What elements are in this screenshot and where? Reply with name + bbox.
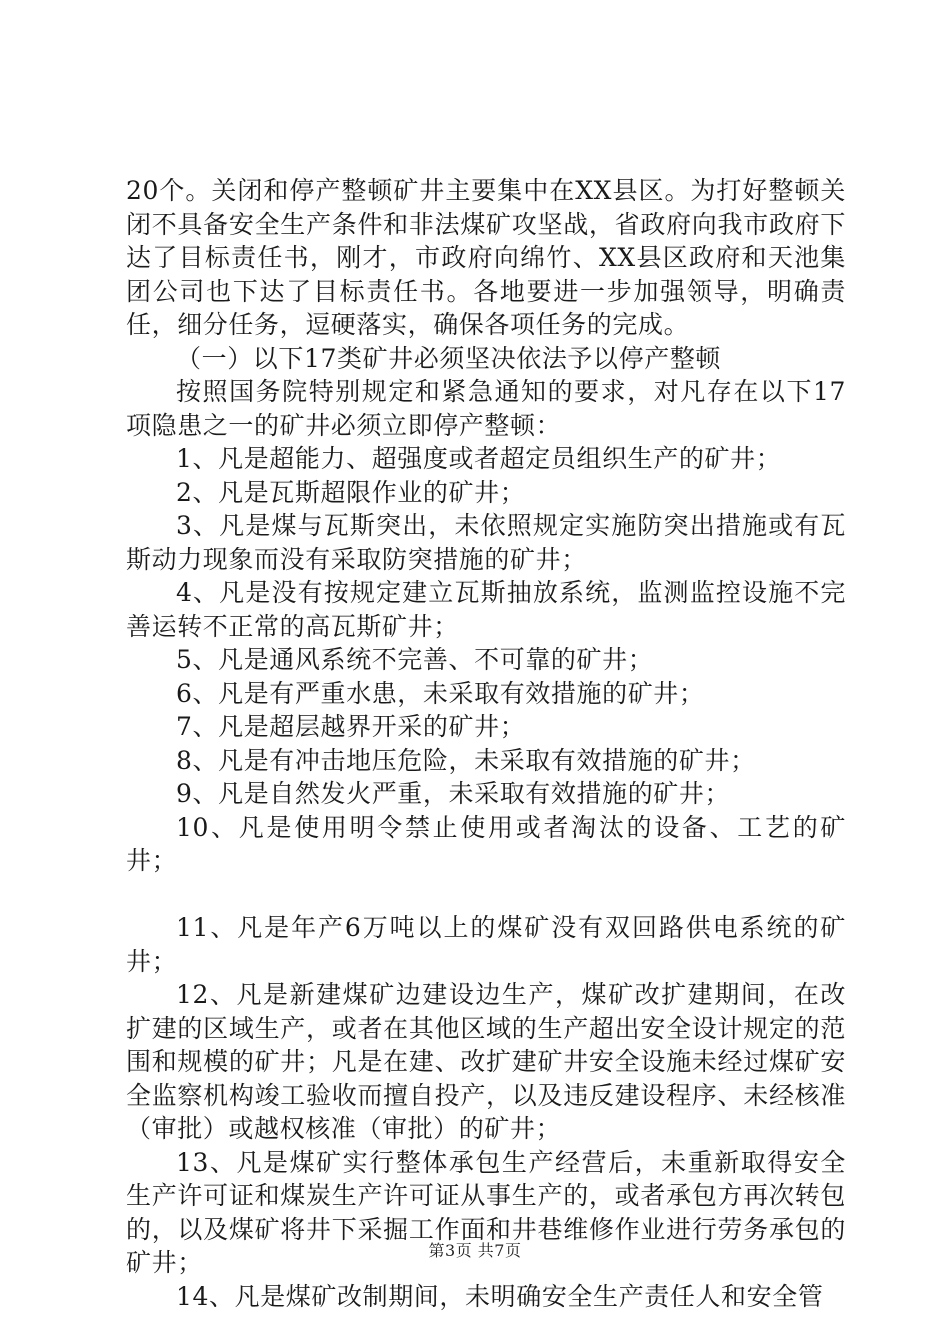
section-heading: （一）以下17类矿井必须坚决依法予以停产整顿 <box>176 343 722 373</box>
list-item-1: 1、凡是超能力、超强度或者超定员组织生产的矿井； <box>176 444 782 473</box>
list-item-7: 7、凡是超层越界开采的矿井； <box>176 712 526 741</box>
list-item-11: 11、凡是年产6万吨以上的煤矿没有双回路供电系统的矿井； <box>126 913 846 976</box>
list-item-4: 4、凡是没有按规定建立瓦斯抽放系统，监测监控设施不完善运转不正常的高瓦斯矿井； <box>126 578 846 641</box>
page-number-label: 第3页 共7页 <box>428 1241 522 1260</box>
page-footer <box>0 1238 950 1261</box>
paragraph-requirement: 按照国务院特别规定和紧急通知的要求，对凡存在以下17项隐患之一的矿井必须立即停产整顿： <box>126 377 846 440</box>
list-item-2: 2、凡是瓦斯超限作业的矿井； <box>176 477 526 507</box>
list-item-12: 12、凡是新建煤矿边建设边生产，煤矿改扩建期间，在改扩建的区域生产，或者在其他区域的生产超出安全设计规定的范围和规模的矿井；凡是在建、改扩建矿井安全设施未经过煤矿安全监察机构竣工验收而擅自投产，以及违反建设程序、未经核准（审批）或越权核准（审批）的矿井； <box>126 980 846 1143</box>
list-item-10: 10、凡是使用明令禁止使用或者淘汰的设备、工艺的矿井； <box>126 812 846 875</box>
list-item-14: 14、凡是煤矿改制期间，未明确安全生产责任人和安全管 <box>176 1281 824 1311</box>
list-item-3: 3、凡是煤与瓦斯突出，未依照规定实施防突出措施或有瓦斯动力现象而没有采取防突措施的矿井； <box>126 511 846 574</box>
list-item-9: 9、凡是自然发火严重，未采取有效措施的矿井； <box>176 779 731 808</box>
list-item-8: 8、凡是有冲击地压危险，未采取有效措施的矿井； <box>176 745 756 775</box>
paragraph-intro: 20个。关闭和停产整顿矿井主要集中在XX县区。为打好整顿关闭不具备安全生产条件和非法煤矿攻坚战，省政府向我市政府下达了目标责任书，刚才，市政府向绵竹、XX县区政府和天池集团公司也下达了目标责任书。各地要进一步加强领导，明确责任，细分任务，逗硬落实，确保各项任务的完成。 <box>126 176 846 339</box>
document-body <box>126 174 846 1313</box>
list-item-13: 13、凡是煤矿实行整体承包生产经营后，未重新取得安全生产许可证和煤炭生产许可证从事生产的，或者承包方再次转包的，以及煤矿将井下采掘工作面和井巷维修作业进行劳务承包的矿井； <box>126 1147 846 1277</box>
list-item-6: 6、凡是有严重水患，未采取有效措施的矿井； <box>176 678 705 708</box>
list-item-5: 5、凡是通风系统不完善、不可靠的矿井； <box>176 645 654 674</box>
